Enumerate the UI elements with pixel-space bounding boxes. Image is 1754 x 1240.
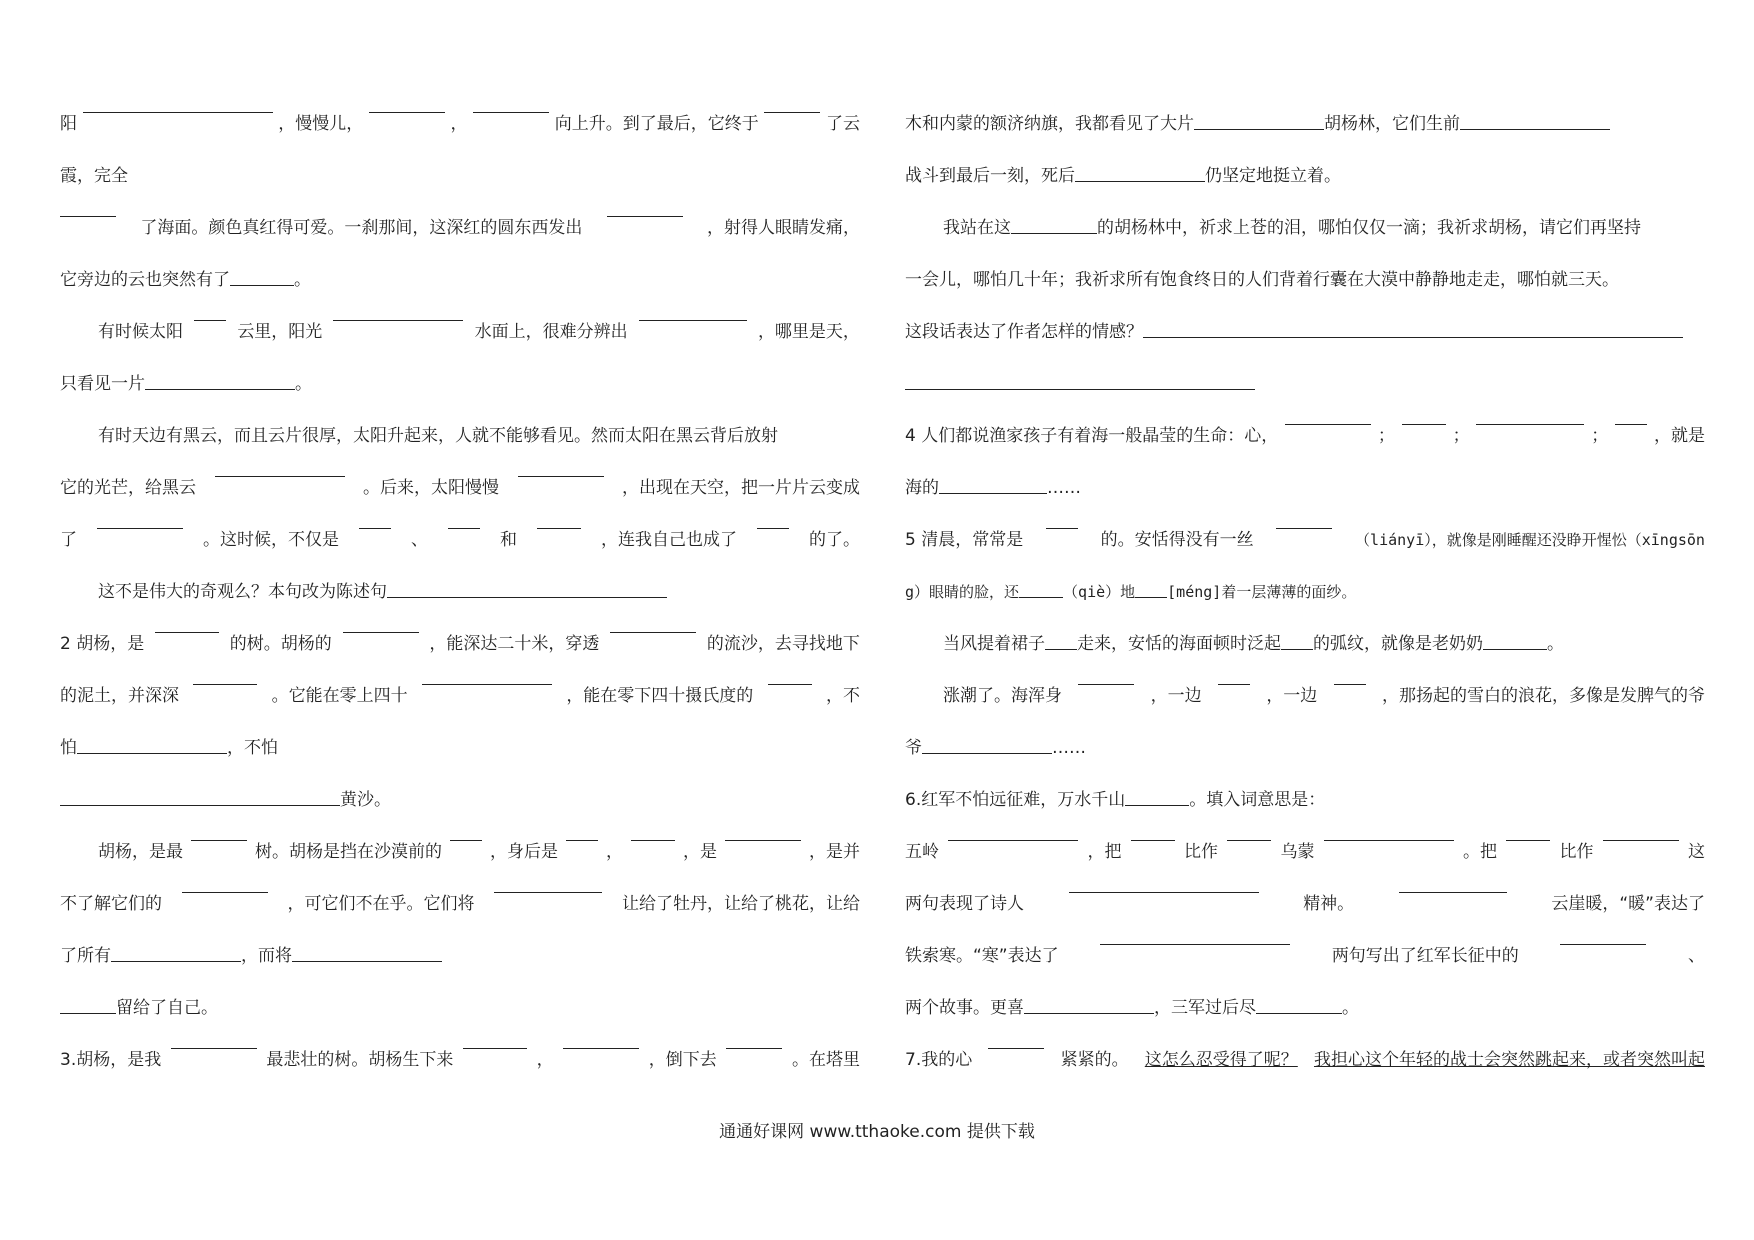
answer-blank[interactable]: [905, 375, 1255, 390]
text-segment: ，能深达二十米，穿透: [429, 634, 600, 654]
text-line: [905, 98, 1705, 150]
text-segment: 当风提着裙子: [943, 634, 1045, 654]
answer-blank[interactable]: [387, 583, 667, 598]
answer-blank[interactable]: [1506, 826, 1550, 841]
answer-blank[interactable]: [343, 618, 419, 633]
answer-blank[interactable]: [494, 878, 602, 893]
question-4: [905, 410, 1705, 462]
text-line: [60, 358, 860, 410]
text-line: [60, 878, 860, 930]
answer-blank[interactable]: [1135, 583, 1167, 598]
text-segment: 。在塔里: [791, 1050, 860, 1070]
text-line: [905, 150, 1705, 202]
text-segment: ，而将: [241, 946, 292, 966]
text-segment: 了所有: [60, 946, 111, 966]
text-segment: 有时候太阳: [98, 322, 183, 342]
answer-blank[interactable]: [1460, 115, 1610, 130]
text-segment: 木和内蒙的额济纳旗，我都看见了大片: [905, 114, 1194, 134]
answer-blank[interactable]: [230, 271, 294, 286]
question-5: [905, 514, 1705, 566]
text-line: [60, 774, 860, 826]
text-segment: 爷: [905, 738, 922, 758]
text-segment: ，连我自己也成了: [601, 530, 737, 550]
text-segment: ，射得人眼睛发痛，: [706, 218, 860, 238]
answer-blank[interactable]: [193, 670, 257, 685]
answer-blank[interactable]: [1285, 410, 1371, 425]
answer-blank[interactable]: [1069, 878, 1259, 893]
answer-blank[interactable]: [1399, 878, 1507, 893]
text-line: [905, 670, 1705, 722]
answer-blank[interactable]: [725, 826, 801, 841]
answer-blank[interactable]: [1560, 930, 1646, 945]
text-line: [60, 254, 860, 306]
text-line: 有时天边有黑云，而且云片很厚，太阳升起来，人就不能够看见。然而太阳在黑云背后放射: [98, 426, 778, 446]
text-segment: 。把: [1463, 842, 1497, 862]
text-segment: 。这时候，不仅是: [203, 530, 339, 550]
text-segment: 。后来，太阳慢慢: [363, 478, 499, 498]
answer-blank[interactable]: [939, 479, 1047, 494]
text-segment: 黄沙。: [340, 790, 391, 810]
answer-blank[interactable]: [566, 826, 598, 841]
text-segment: 和: [500, 530, 517, 550]
text-segment: 涨潮了。海浑身: [943, 686, 1062, 706]
text-segment: g）眼睛的脸，还: [905, 583, 1020, 601]
text-segment: 向上升。到了最后，它终于: [554, 114, 759, 134]
text-segment: 我站在这: [943, 218, 1011, 238]
text-segment: ，可它们不在乎。它们将: [287, 894, 475, 914]
text-segment: （liányī），就像是刚睡醒还没睁开惺忪（xīngsōn: [1355, 531, 1705, 549]
answer-blank[interactable]: [359, 514, 391, 529]
text-segment: 不了解它们的: [60, 894, 162, 914]
text-segment: ，慢慢儿，: [278, 114, 364, 134]
text-segment: （qiè）地: [1063, 583, 1136, 601]
answer-blank[interactable]: [60, 791, 340, 806]
answer-blank[interactable]: [473, 98, 549, 113]
answer-blank[interactable]: [1131, 826, 1175, 841]
question-6: [905, 774, 1705, 826]
answer-blank[interactable]: [757, 514, 789, 529]
answer-blank[interactable]: [1402, 410, 1446, 425]
text-segment: 这不是伟大的奇观么？本句改为陈述句: [98, 582, 387, 602]
answer-blank[interactable]: [1194, 115, 1324, 130]
text-segment: 的胡杨林中，祈求上苍的泪，哪怕仅仅一滴；我祈求胡杨，请它们再坚持: [1097, 218, 1641, 238]
text-line: [60, 202, 860, 254]
answer-blank[interactable]: [1324, 826, 1454, 841]
left-column: [60, 98, 860, 1086]
text-segment: 了海面。颜色真红得可爱。一刹那间，这深红的圆东西发出: [140, 218, 583, 238]
text-segment: ；: [1377, 426, 1395, 446]
text-segment: 这怎么忍受得了呢？: [1144, 1050, 1298, 1070]
text-segment: 了云: [826, 114, 860, 134]
answer-blank[interactable]: [922, 739, 1052, 754]
answer-blank[interactable]: [1125, 791, 1189, 806]
answer-blank[interactable]: [764, 98, 820, 113]
text-segment: ，一边: [1266, 686, 1318, 706]
answer-blank[interactable]: [1046, 514, 1078, 529]
text-segment: ，身后是: [490, 842, 558, 862]
text-segment: ，出现在天空，把一片片云变成: [622, 478, 860, 498]
answer-blank[interactable]: [448, 514, 480, 529]
text-segment: 3.胡杨，是我: [60, 1050, 162, 1070]
text-segment: 精神。: [1303, 894, 1355, 914]
text-segment: 胡杨，是最: [98, 842, 183, 862]
text-segment: 阳: [60, 114, 77, 134]
answer-blank[interactable]: [111, 947, 241, 962]
answer-blank[interactable]: [83, 98, 273, 113]
text-segment: 。: [295, 374, 312, 394]
text-segment: 只看见一片: [60, 374, 145, 394]
text-segment: ；: [1591, 426, 1609, 446]
text-line: [60, 722, 860, 774]
text-segment: 两句表现了诗人: [905, 894, 1024, 914]
text-segment: 。它能在零上四十: [271, 686, 408, 706]
text-segment: ，那扬起的雪白的浪花，多像是发脾气的爷: [1381, 686, 1705, 706]
answer-line: [905, 358, 1705, 410]
answer-blank[interactable]: [333, 306, 463, 321]
question-3: [60, 1034, 860, 1086]
text-line: [905, 722, 1705, 774]
text-segment: ，哪里是天，: [757, 322, 860, 342]
answer-blank[interactable]: [639, 306, 747, 321]
page-footer: 通通好课网 www.tthaoke.com 提供下载: [719, 1122, 1035, 1142]
text-segment: ……: [1052, 738, 1086, 758]
answer-blank[interactable]: [1019, 583, 1063, 598]
text-segment: 的弧纹，就像是老奶奶: [1313, 634, 1483, 654]
text-segment: 海的: [905, 478, 939, 498]
text-segment: 怕: [60, 738, 77, 758]
text-segment: ，是并: [809, 842, 860, 862]
question-7: [905, 1034, 1705, 1086]
answer-blank[interactable]: [1483, 635, 1547, 650]
text-line: 一会儿，哪怕几十年；我祈求所有饱食终日的人们背着行囊在大漠中静静地走走，哪怕就三天。: [905, 270, 1619, 290]
text-segment: 。填入词意思是：: [1189, 790, 1326, 810]
question-2: [60, 618, 860, 670]
text-line: [60, 930, 860, 982]
answer-blank[interactable]: [463, 1034, 527, 1049]
text-segment: 乌蒙: [1280, 842, 1315, 862]
text-line: [60, 982, 860, 1034]
text-line: [905, 566, 1705, 618]
text-line: [905, 202, 1705, 254]
text-segment: 。: [1547, 634, 1564, 654]
answer-blank[interactable]: [77, 739, 227, 754]
answer-blank[interactable]: [215, 462, 345, 477]
text-segment: 五岭: [905, 842, 939, 862]
text-line: [905, 930, 1705, 982]
text-segment: 最悲壮的树。胡杨生下来: [266, 1050, 454, 1070]
text-line: [905, 982, 1705, 1034]
answer-blank[interactable]: [563, 1034, 639, 1049]
text-line: [60, 514, 860, 566]
answer-blank[interactable]: [610, 618, 696, 633]
text-segment: ，: [450, 114, 468, 134]
text-segment: 的了。: [809, 530, 860, 550]
answer-blank[interactable]: [450, 826, 482, 841]
text-segment: 仍坚定地挺立着。: [1205, 166, 1341, 186]
text-segment: 这: [1688, 842, 1705, 862]
text-line: [60, 462, 860, 514]
text-segment: ；: [1452, 426, 1470, 446]
text-segment: 两个故事。更喜: [905, 998, 1024, 1018]
text-segment: ，是: [683, 842, 717, 862]
answer-blank[interactable]: [1256, 999, 1342, 1014]
answer-blank[interactable]: [1218, 670, 1250, 685]
answer-blank[interactable]: [182, 878, 268, 893]
text-segment: 、: [411, 530, 428, 550]
text-segment: 这段话表达了作者怎样的情感？: [905, 322, 1143, 342]
text-line: [905, 306, 1705, 358]
text-segment: 铁索寒。“寒”表达了: [905, 946, 1059, 966]
answer-blank[interactable]: [369, 98, 445, 113]
text-segment: ，: [536, 1050, 554, 1070]
text-segment: 水面上，很难分辨出: [474, 322, 628, 342]
answer-blank[interactable]: [1281, 635, 1313, 650]
text-segment: 我担心这个年轻的战士会突然跳起来，或者突然叫起: [1313, 1050, 1705, 1070]
text-line: [60, 670, 860, 722]
answer-blank[interactable]: [1143, 323, 1683, 338]
answer-blank[interactable]: [518, 462, 604, 477]
text-segment: 4 人们都说渔家孩子有着海一般晶莹的生命：心，: [905, 426, 1279, 446]
answer-blank[interactable]: [97, 514, 183, 529]
text-segment: 的流沙，去寻找地下: [706, 634, 860, 654]
text-segment: ，三军过后尽: [1154, 998, 1256, 1018]
text-line: [60, 566, 860, 618]
answer-blank[interactable]: [1011, 219, 1097, 234]
text-segment: 比作: [1184, 842, 1218, 862]
answer-blank[interactable]: [1603, 826, 1679, 841]
answer-blank[interactable]: [292, 947, 442, 962]
answer-blank[interactable]: [1227, 826, 1271, 841]
answer-blank[interactable]: [726, 1034, 782, 1049]
answer-blank[interactable]: [194, 306, 226, 321]
text-segment: 云里，阳光: [237, 322, 323, 342]
text-segment: ，不: [825, 686, 860, 706]
answer-blank[interactable]: [1024, 999, 1154, 1014]
text-line: [60, 98, 860, 150]
text-segment: 。: [294, 270, 311, 290]
text-segment: ，就是: [1653, 426, 1705, 446]
text-segment: 、: [1688, 946, 1705, 966]
answer-blank[interactable]: [537, 514, 581, 529]
text-line: [905, 462, 1705, 514]
text-segment: 2 胡杨，是: [60, 634, 145, 654]
text-segment: 胡杨林，它们生前: [1324, 114, 1460, 134]
text-segment: 云崖暖，“暖”表达了: [1551, 894, 1705, 914]
answer-blank[interactable]: [1078, 670, 1134, 685]
text-segment: 的泥土，并深深: [60, 686, 179, 706]
text-segment: ，把: [1087, 842, 1122, 862]
text-segment: 让给了牡丹，让给了桃花，让给: [622, 894, 860, 914]
text-segment: 走来，安恬的海面顿时泛起: [1077, 634, 1281, 654]
text-segment: ……: [1047, 478, 1081, 498]
text-segment: ，一边: [1150, 686, 1202, 706]
text-segment: ，: [606, 842, 623, 862]
text-segment: 5 清晨，常常是: [905, 530, 1024, 550]
answer-blank[interactable]: [1615, 410, 1647, 425]
answer-blank[interactable]: [1045, 635, 1077, 650]
text-line: [905, 878, 1705, 930]
text-segment: 6.红军不怕远征难，万水千山: [905, 790, 1126, 810]
answer-blank[interactable]: [191, 826, 247, 841]
answer-blank[interactable]: [948, 826, 1078, 841]
text-segment: 7.我的心: [905, 1050, 973, 1070]
text-segment: ，能在零下四十摄氏度的: [566, 686, 754, 706]
answer-blank[interactable]: [988, 1034, 1044, 1049]
text-segment: 的。安恬得没有一丝: [1100, 530, 1254, 550]
text-segment: 战斗到最后一刻，死后: [905, 166, 1075, 186]
text-line: [60, 306, 860, 358]
text-segment: 了: [60, 530, 77, 550]
text-segment: 留给了自己。: [116, 998, 218, 1018]
text-segment: ，倒下去: [648, 1050, 717, 1070]
answer-blank[interactable]: [1075, 167, 1205, 182]
answer-blank[interactable]: [60, 202, 116, 217]
answer-blank[interactable]: [145, 375, 295, 390]
text-line: 霞，完全: [60, 166, 128, 186]
answer-blank[interactable]: [1476, 410, 1584, 425]
text-segment: 紧紧的。: [1060, 1050, 1129, 1070]
text-segment: 它的光芒，给黑云: [60, 478, 196, 498]
text-segment: 比作: [1559, 842, 1594, 862]
right-column: [905, 98, 1705, 1086]
text-segment: 。: [1342, 998, 1359, 1018]
answer-blank[interactable]: [1334, 670, 1366, 685]
text-line: [905, 618, 1705, 670]
answer-blank[interactable]: [422, 670, 552, 685]
text-segment: 两句写出了红军长征中的: [1331, 946, 1519, 966]
answer-blank[interactable]: [1276, 514, 1332, 529]
answer-blank[interactable]: [60, 999, 116, 1014]
answer-blank[interactable]: [607, 202, 683, 217]
answer-blank[interactable]: [155, 618, 219, 633]
text-segment: 它旁边的云也突然有了: [60, 270, 230, 290]
answer-blank[interactable]: [171, 1034, 257, 1049]
text-segment: 树。胡杨是挡在沙漠前的: [255, 842, 442, 862]
text-segment: [méng]着一层薄薄的面纱。: [1167, 583, 1357, 601]
answer-blank[interactable]: [631, 826, 675, 841]
text-segment: ，不怕: [227, 738, 278, 758]
answer-blank[interactable]: [768, 670, 812, 685]
text-segment: 的树。胡杨的: [229, 634, 332, 654]
text-line: [905, 826, 1705, 878]
answer-blank[interactable]: [1100, 930, 1290, 945]
text-line: [60, 826, 860, 878]
